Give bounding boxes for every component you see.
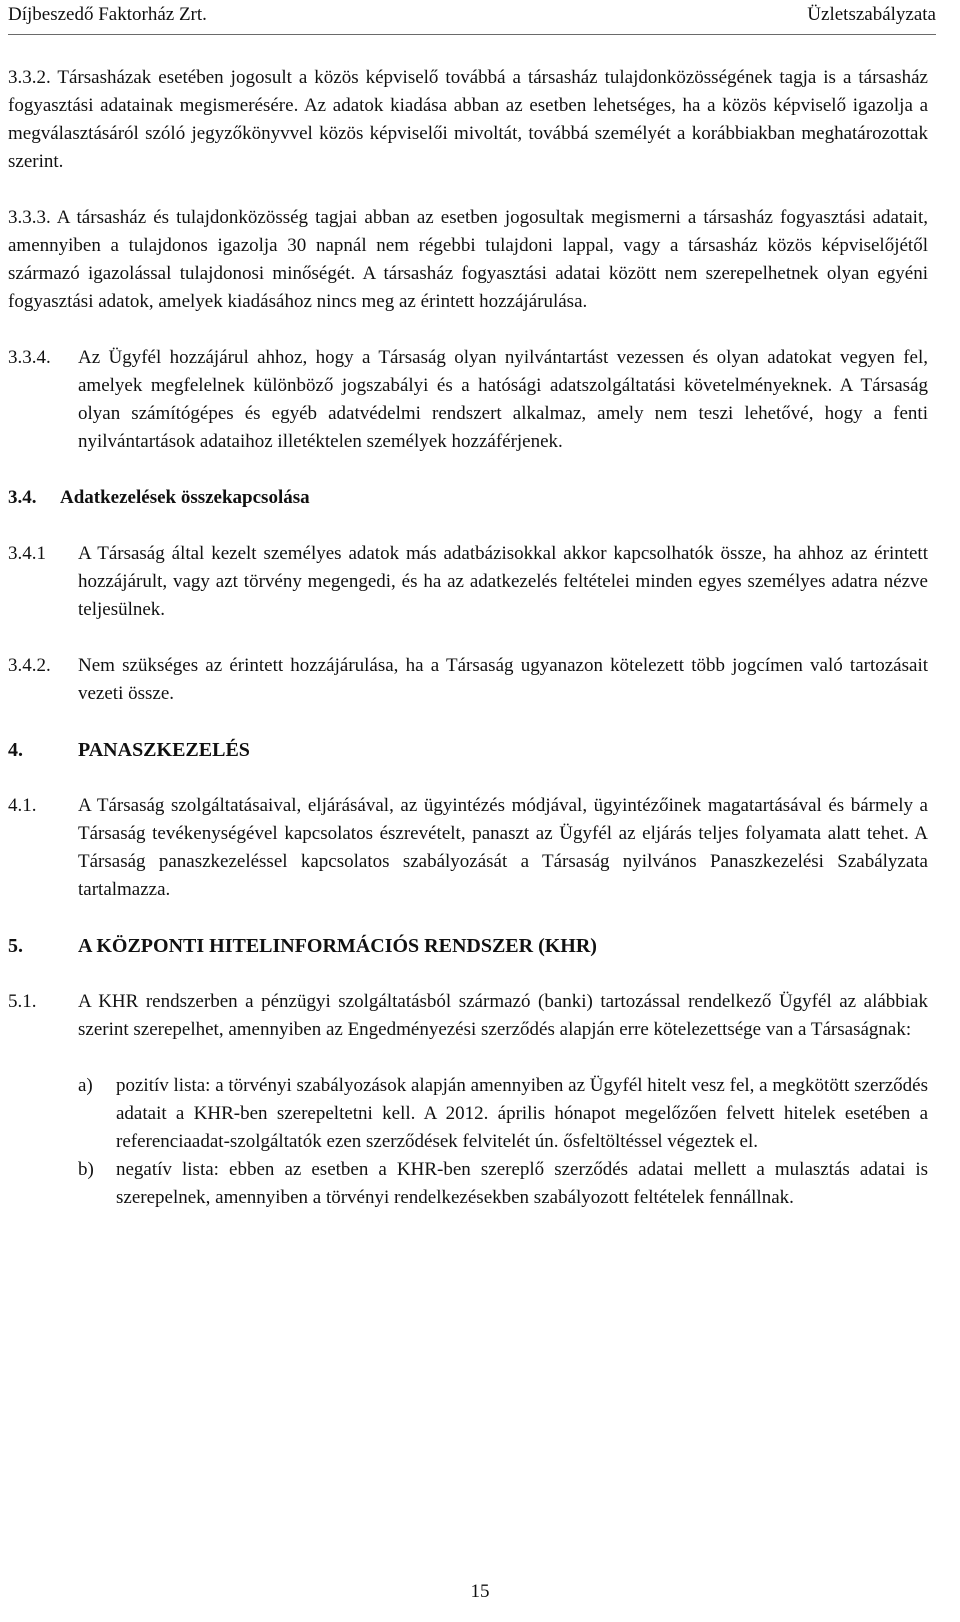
section-text: Az Ügyfél hozzájárul ahhoz, hogy a Társaság olyan nyilvántartást vezessen és olyan adatokat vegyen fel, amelyek megfelelnek különböző jogszabályi és a hatósági adatszolgáltatási követelményeknek. A Társaság olyan számítógépes és egyéb adatvédelmi rendszert alkalmaz, amely nem teszi lehetővé, hogy a fenti nyilvántartások adataihoz illetéktelen személyek hozzáférjenek. bbox=[78, 347, 928, 452]
section-text: A Társaság által kezelt személyes adatok más adatbázisokkal akkor kapcsolhatók össze, ha ahhoz az érintett hozzájárult, vagy azt törvény megengedi, és ha az adatkezelés feltételei minden egyes személyes adatra nézve teljesülnek. bbox=[78, 543, 928, 620]
list-marker: b) bbox=[78, 1159, 94, 1180]
list-item-a bbox=[78, 1072, 928, 1156]
section-4-1 bbox=[8, 792, 928, 904]
section-text: Nem szükséges az érintett hozzájárulása, ha a Társaság ugyanazon kötelezett több jogcímen való tartozásait vezeti össze. bbox=[78, 655, 928, 704]
list-text: negatív lista: ebben az esetben a KHR-ben szereplő szerződés adatai mellett a mulasztás adatai is szerepelnek, amennyiben a törvényi rendelkezésekben szabályozott feltételek fennállnak. bbox=[116, 1159, 928, 1208]
khr-list bbox=[78, 1072, 928, 1212]
heading-title: A KÖZPONTI HITELINFORMÁCIÓS RENDSZER (KHR) bbox=[78, 935, 597, 957]
section-5-1 bbox=[8, 988, 928, 1044]
header-doc-title: Üzletszabályzata bbox=[807, 4, 936, 25]
heading-number: 3.4. bbox=[8, 487, 37, 508]
section-number: 3.4.1 bbox=[8, 543, 46, 564]
section-3-4-1 bbox=[8, 540, 928, 624]
page-header bbox=[8, 0, 936, 35]
heading-5 bbox=[8, 932, 928, 960]
section-text: A Társaság szolgáltatásaival, eljárásával, az ügyintézés módjával, ügyintézőinek magatartásával és bármely a Társaság tevékenységével kapcsolatos észrevételt, panaszt az Ügyfél az eljárás teljes folyamata alatt tehet. A Társaság panaszkezeléssel kapcsolatos szabályozását a Társaság nyilvános Panaszkezelési Szabályzata tartalmazza. bbox=[78, 795, 928, 900]
heading-title: PANASZKEZELÉS bbox=[78, 739, 250, 761]
header-company: Díjbeszedő Faktorház Zrt. bbox=[8, 4, 207, 25]
section-number: 4.1. bbox=[8, 795, 37, 816]
section-number: 5.1. bbox=[8, 991, 37, 1012]
section-3-3-2: 3.3.2. Társasházak esetében jogosult a közös képviselő továbbá a társasház tulajdonközösségének tagja is a társasház fogyasztási adatainak megismerésére. Az adatok kiadása abban az esetben lehetséges, ha a közös képviselő igazolja a megválasztásáról szóló jegyzőkönyvvel közös képviselői mivoltát, továbbá személyét a korábbiakban meghatározottak szerint. bbox=[8, 67, 928, 172]
section-text: A KHR rendszerben a pénzügyi szolgáltatásból származó (banki) tartozással rendelkező Ügyfél az alábbiak szerint szerepelhet, amennyiben az Engedményezési szerződés alapján erre kötelezettsége van a Társaságnak: bbox=[78, 991, 928, 1040]
section-number: 3.4.2. bbox=[8, 655, 51, 676]
heading-number: 4. bbox=[8, 739, 23, 761]
section-3-3-4 bbox=[8, 344, 928, 456]
heading-number: 5. bbox=[8, 935, 23, 957]
list-text: pozitív lista: a törvényi szabályozások alapján amennyiben az Ügyfél hitelt vesz fel, a megkötött szerződés adatait a KHR-ben szerepeltetni kell. A 2012. április hónapot megelőzően felvett hitelek esetében a referenciaadat-szolgáltatók ezen szerződések felvitelét ún. ősfeltöltéssel végeztek el. bbox=[116, 1075, 928, 1152]
list-container bbox=[8, 1072, 928, 1212]
heading-title: Adatkezelések összekapcsolása bbox=[60, 487, 310, 508]
heading-3-4 bbox=[8, 484, 928, 512]
document-body bbox=[8, 64, 928, 1212]
heading-4 bbox=[8, 736, 928, 764]
list-item-b bbox=[78, 1156, 928, 1212]
list-marker: a) bbox=[78, 1075, 93, 1096]
section-number: 3.3.4. bbox=[8, 347, 51, 368]
section-3-3-3: 3.3.3. A társasház és tulajdonközösség tagjai abban az esetben jogosultak megismerni a társasház fogyasztási adatait, amennyiben a tulajdonos igazolja 30 napnál nem régebbi tulajdoni lappal, vagy a társasház közös képviselőjétől származó igazolással tulajdonosi minőségét. A társasház fogyasztási adatai között nem szerepelhetnek olyan egyéni fogyasztási adatok, amelyek kiadásához nincs meg az érintett hozzájárulása. bbox=[8, 207, 928, 312]
page-number: 15 bbox=[470, 1581, 490, 1602]
section-3-4-2 bbox=[8, 652, 928, 708]
